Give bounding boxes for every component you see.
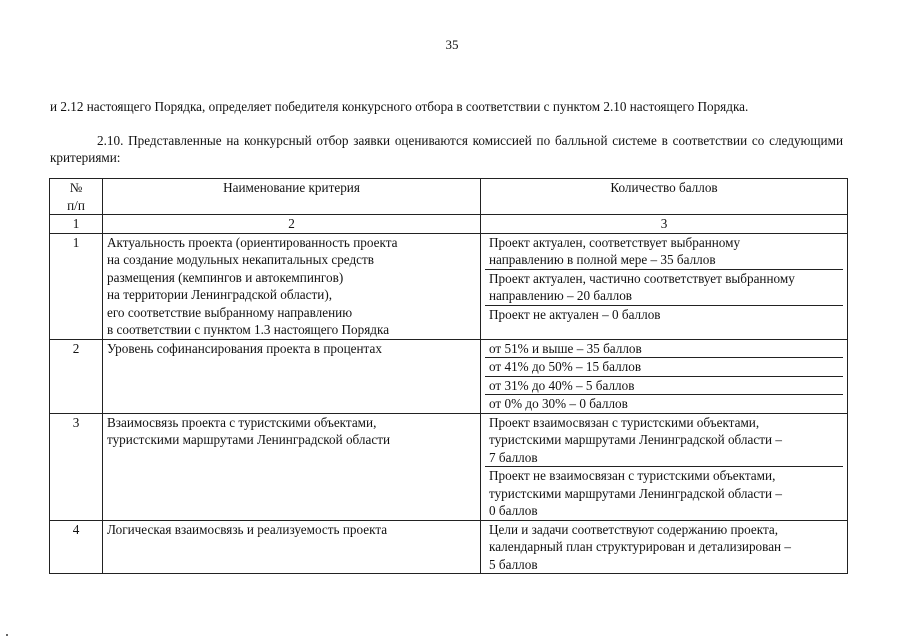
header-criterion: Наименование критерия [103, 179, 481, 215]
criterion-line: размещения (кемпингов и автокемпингов) [107, 269, 344, 285]
table-row [50, 413, 848, 520]
criterion-cell [103, 233, 481, 339]
header-score: Количество баллов [481, 179, 848, 215]
score-line: Проект не взаимосвязан с туристскими объектами, [489, 468, 776, 483]
score-cell [481, 339, 848, 413]
index-cell: 2 [103, 215, 481, 234]
score-line: от 0% до 30% – 0 баллов [489, 396, 628, 411]
table-row [50, 233, 848, 339]
score-line: 0 баллов [489, 503, 538, 518]
score-line: направлению в полной мере – 35 баллов [489, 252, 716, 267]
criterion-line: туристскими маршрутами Ленинградской области [107, 432, 391, 447]
row-number: 1 [50, 233, 103, 339]
score-line: Проект не актуален – 0 баллов [489, 306, 661, 322]
score-option [485, 467, 843, 520]
index-cell: 1 [50, 215, 103, 234]
score-line: от 31% до 40% – 5 баллов [489, 377, 635, 393]
table-index-row [50, 215, 848, 234]
scan-artifact-mark [6, 634, 8, 636]
score-option [485, 234, 843, 270]
criterion-line: на территории Ленинградской области), [107, 287, 333, 302]
header-num-line: п/п [67, 197, 85, 213]
score-option [485, 358, 843, 377]
header-num [50, 179, 103, 215]
criterion-line: Взаимосвязь проекта с туристскими объектами, [107, 414, 377, 430]
score-cell [481, 413, 848, 520]
page-number: 35 [445, 37, 459, 52]
criterion-cell [103, 520, 481, 574]
score-cell [481, 520, 848, 574]
criterion-cell [103, 413, 481, 520]
score-option [485, 521, 843, 574]
criteria-table [49, 178, 848, 574]
index-cell: 3 [481, 215, 848, 234]
score-option [485, 395, 843, 413]
score-option [485, 306, 843, 324]
criterion-line: на создание модульных некапитальных средств [107, 252, 375, 267]
score-option [485, 414, 843, 468]
criterion-line: в соответствии с пунктом 1.3 настоящего Порядка [107, 322, 390, 337]
score-option [485, 340, 843, 359]
row-number: 3 [50, 413, 103, 520]
score-line: 7 баллов [489, 449, 538, 465]
table-header-row [50, 179, 848, 215]
score-line: Проект актуален, соответствует выбранному [489, 234, 741, 250]
criterion-line: Уровень софинансирования проекта в процентах [107, 340, 382, 356]
table-row [50, 520, 848, 574]
score-line: от 41% до 50% – 15 баллов [489, 359, 642, 374]
paragraph-continuation: и 2.12 настоящего Порядка, определяет победителя конкурсного отбора в соответствии с пунктом 2.10 настоящего Порядка. [50, 99, 749, 114]
score-line: туристскими маршрутами Ленинградской области – [489, 485, 782, 501]
criterion-line: Актуальность проекта (ориентированность проекта [107, 234, 398, 250]
criterion-cell [103, 339, 481, 413]
score-line: Цели и задачи соответствуют содержанию проекта, [489, 521, 779, 537]
header-num-line: № [69, 180, 83, 195]
score-line: Проект актуален, частично соответствует выбранному [489, 270, 795, 286]
score-line: 5 баллов [489, 556, 538, 572]
score-line: туристскими маршрутами Ленинградской области – [489, 432, 782, 447]
score-line: от 51% и выше – 35 баллов [489, 340, 642, 356]
score-line: Проект взаимосвязан с туристскими объектами, [489, 414, 760, 430]
paragraph-2-10: 2.10. Представленные на конкурсный отбор заявки оцениваются комиссией по балльной системе в соответствии со следующими критериями: [50, 133, 843, 165]
score-line: календарный план структурирован и детализирован – [489, 539, 792, 554]
table-row [50, 339, 848, 413]
criterion-line: его соответствие выбранному направлению [107, 304, 353, 320]
score-option [485, 270, 843, 306]
score-line: направлению – 20 баллов [489, 288, 633, 303]
row-number: 4 [50, 520, 103, 574]
score-option [485, 377, 843, 396]
score-cell [481, 233, 848, 339]
criterion-line: Логическая взаимосвязь и реализуемость проекта [107, 521, 388, 537]
row-number: 2 [50, 339, 103, 413]
